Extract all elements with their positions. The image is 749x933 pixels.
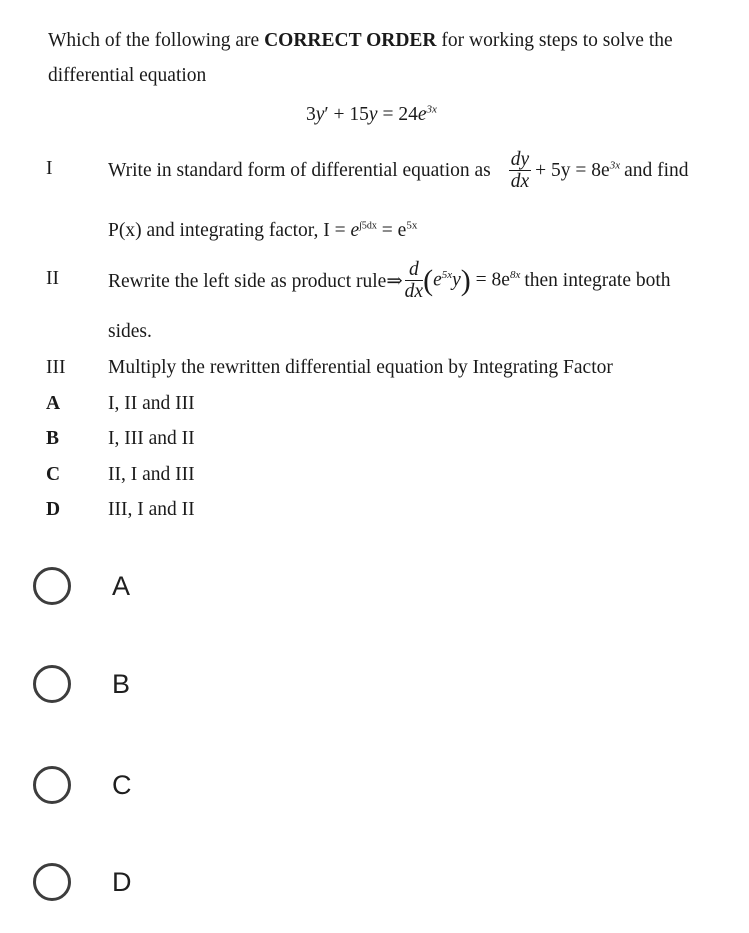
radio-option-d[interactable]	[33, 863, 132, 901]
step-3-text: Multiply the rewritten differential equation by Integrating Factor	[108, 357, 613, 378]
step-1-line1	[108, 145, 689, 197]
intro-bold: CORRECT ORDER	[264, 30, 437, 51]
radio-label-d: D	[112, 866, 132, 897]
step-1-fraction: $\frac{dy}{dx}$	[510, 148, 530, 193]
question-intro	[48, 30, 673, 52]
choice-letter-b: B	[46, 428, 60, 449]
step-2-fraction: $\frac{d}{dx}$	[404, 258, 424, 303]
step-2-post: then integrate both	[524, 270, 671, 291]
step-1-line2: P(x) and integrating factor, $I = e^{\int 5dx} = e^{5x}$	[108, 219, 418, 241]
step-2-line1	[108, 255, 671, 307]
step-numeral-3: III	[46, 357, 66, 378]
choice-text-c: II, I and III	[108, 464, 195, 485]
radio-label-c: C	[112, 769, 132, 800]
radio-circle-icon[interactable]	[33, 665, 71, 703]
question-intro-line2: differential equation	[48, 65, 207, 86]
radio-label-a: A	[112, 570, 131, 601]
step-1-text: Write in standard form of differential equation as	[108, 160, 491, 181]
radio-circle-icon[interactable]	[33, 863, 71, 901]
choice-text-a: I, II and III	[108, 393, 195, 414]
step-2-text: Rewrite the left side as product rule⇒	[108, 271, 403, 292]
step-1-post: and find	[624, 160, 689, 181]
radio-option-c[interactable]	[33, 766, 132, 804]
radio-option-a[interactable]	[33, 567, 130, 605]
step-numeral-2: II	[46, 268, 59, 289]
choice-letter-a: A	[46, 393, 61, 414]
intro-post: for working steps to solve the	[436, 30, 673, 51]
radio-label-b: B	[112, 668, 131, 699]
radio-circle-icon[interactable]	[33, 567, 71, 605]
choice-letter-d: D	[46, 499, 61, 520]
step-1-eq: + $5y = 8e^{3x}$	[535, 159, 621, 181]
choice-letter-c: C	[46, 464, 61, 485]
step-numeral-1: I	[46, 158, 53, 179]
choice-text-d: III, I and II	[108, 499, 195, 520]
step-2-line2: sides.	[108, 321, 152, 342]
radio-circle-icon[interactable]	[33, 766, 71, 804]
main-equation: $3y' + 15y = 24e^{3x}$	[306, 103, 437, 125]
choice-text-b: I, III and II	[108, 428, 195, 449]
step-2-product: $(e^{5x}y) = 8e^{8x}$	[423, 264, 521, 297]
intro-pre: Which of the following are	[48, 30, 265, 51]
radio-option-b[interactable]	[33, 665, 130, 703]
